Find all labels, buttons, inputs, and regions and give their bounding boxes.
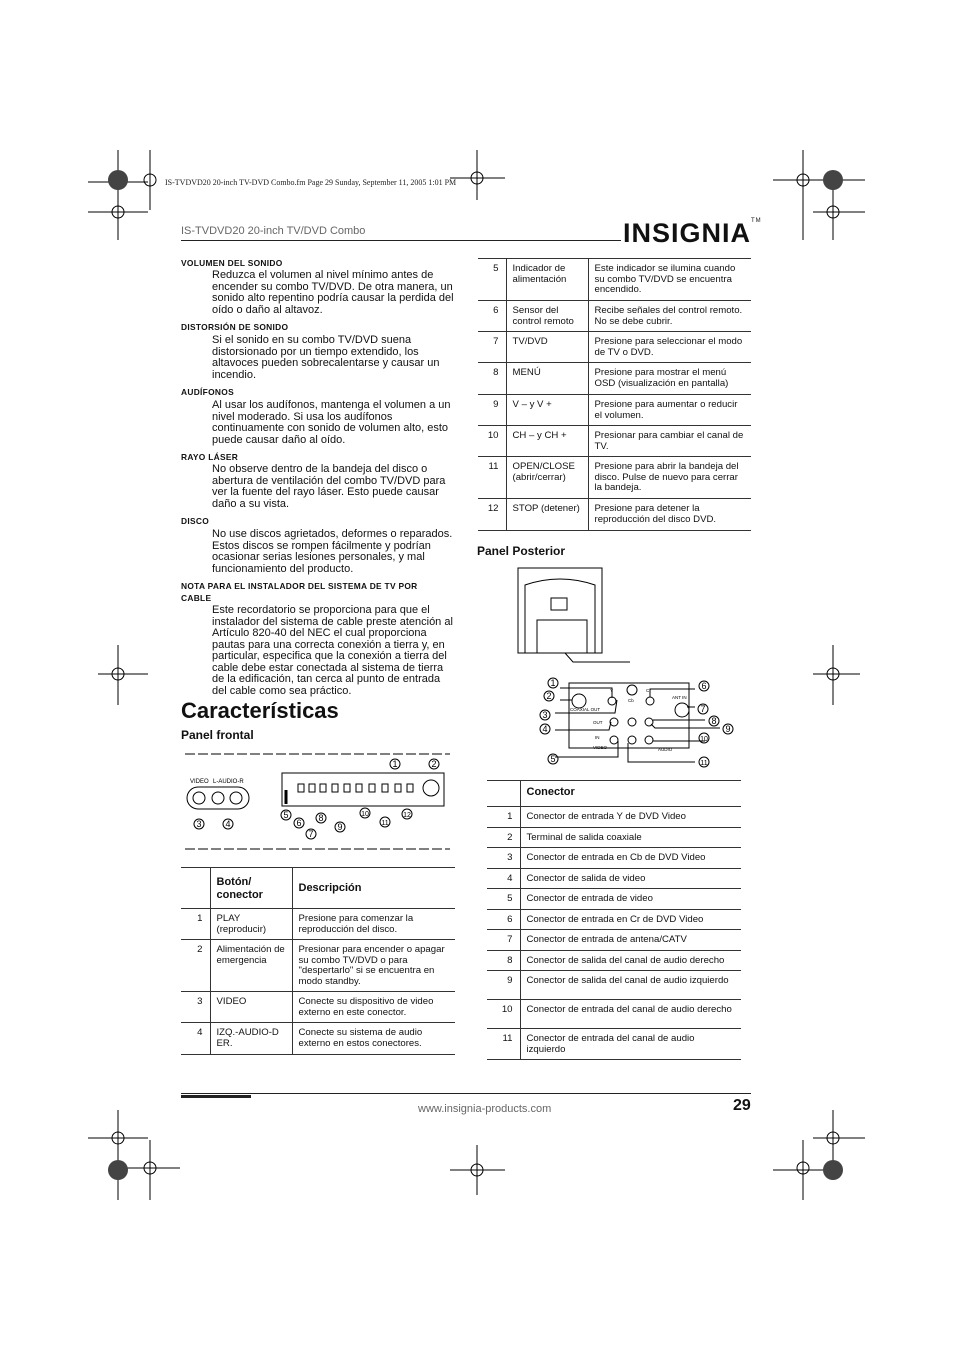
insignia-logo [623,218,762,249]
front-callout: 7 [308,829,314,839]
svg-text:3: 3 [542,710,548,720]
table-row: 11 OPEN/CLOSE (abrir/cerrar) Presione para abrir la bandeja del disco. Pulse de nuevo para cerrar la bandeja. [478,457,751,499]
svg-text:8: 8 [711,716,717,726]
svg-text:Cr: Cr [646,688,651,693]
table-row: 10 CH – y CH + Presionar para cambiar el canal de TV. [478,426,751,457]
table-row: 8 Conector de salida del canal de audio derecho [487,950,741,971]
features-title: Características [181,698,339,723]
front-panel-diagram [185,752,455,852]
section-heading: DISTORSIÓN DE SONIDO [181,322,289,332]
table-row: 4 IZQ.-AUDIO-D ER. Conecte su sistema de audio externo en estos conectores. [181,1023,455,1055]
table-row: 1 Conector de entrada Y de DVD Video [487,807,741,828]
section-body: Al usar los audífonos, mantenga el volumen a un nivel moderado. Si usa los audífonos continuamente con sonido de volumen alto, esto puede causar daño al oído. [212,399,451,446]
table-row: 6 Conector de entrada en Cr de DVD Video [487,909,741,930]
table-row: 3 VIDEO Conecte su dispositivo de video externo en este conector. [181,992,455,1023]
table-row: 10 Conector de entrada del canal de audio derecho [487,1000,741,1029]
front-callout: 3 [196,819,202,829]
table-row: 5 Conector de entrada de video [487,889,741,910]
svg-text:1: 1 [550,678,556,688]
page-number: 29 [733,1097,751,1114]
table-row: 9 V – y V + Presione para aumentar o reducir el volumen. [478,395,751,426]
section-body: Este recordatorio se proporciona para que el instalador del sistema de cable preste atención al Artículo 820-40 del NEC el cual proporciona pautas para una correcta conexión a tierra y, en particular, especifica que la conexión a tierra del cable debe estar conectada al sistema de tierra de la edificación, tan cerca al punto de entrada del cable como sea práctico. [212,604,453,697]
table-row: 1 PLAY (reproducir) Presione para comenzar la reproducción del disco. [181,909,455,940]
section-body: Reduzca el volumen al nivel mínimo antes de encender su combo TV/DVD. De otra manera, un sonido alto repentino podría causar la perdida del oído o daño al altavoz. [212,269,454,316]
front-callout: 5 [283,810,289,820]
svg-text:4: 4 [542,724,548,734]
front-panel-table [181,867,455,1055]
front-callout: 9 [337,822,343,832]
svg-text:VIDEO: VIDEO [593,745,608,750]
front-panel-table-cont [478,258,751,531]
front-video-label: VIDEO [190,779,209,785]
front-panel-title: Panel frontal [181,728,254,742]
section-heading: CABLE [181,593,212,603]
svg-text:Cb: Cb [628,698,634,703]
rear-panel-diagram [515,565,740,770]
table-header [181,868,210,909]
table-row: 4 Conector de salida de video [487,868,741,889]
svg-text:5: 5 [550,754,556,764]
svg-text:9: 9 [725,724,731,734]
rear-panel-title: Panel Posterior [477,544,566,558]
section-body: No use discos agrietados, deformes o reparados. Estos discos se rompen fácilmente y podrían ocasionar serias lesiones personales, y mal funcionamiento del producto. [212,528,453,575]
front-callout: 11 [381,820,389,827]
svg-text:7: 7 [700,704,706,714]
section-heading: VOLUMEN DEL SONIDO [181,258,283,268]
footer-rule-accent [181,1095,251,1098]
table-row: 7 TV/DVD Presione para seleccionar el modo de TV o DVD. [478,332,751,363]
table-row: 8 MENÚ Presione para mostrar el menú OSD (visualización en pantalla) [478,363,751,395]
doc-title: IS-TVDVD20 20-inch TV/DVD Combo [181,225,366,237]
front-callout: 2 [431,759,437,769]
section-heading: DISCO [181,516,210,526]
table-row: 11 Conector de entrada del canal de audio izquierdo [487,1029,741,1060]
svg-text:6: 6 [701,681,707,691]
table-row: 2 Terminal de salida coaxiale [487,827,741,848]
table-header: Botón/ conector [210,868,292,909]
table-row: 9 Conector de salida del canal de audio izquierdo [487,971,741,1000]
svg-text:11: 11 [700,760,708,767]
section-heading: NOTA PARA EL INSTALADOR DEL SISTEMA DE TV POR [181,581,418,591]
footer-url[interactable]: www.insignia-products.com [418,1103,552,1115]
table-header: Descripción [292,868,455,909]
front-callout: 10 [361,811,369,818]
table-row: 7 Conector de entrada de antena/CATV [487,930,741,951]
front-callouts [194,759,439,839]
printer-line: IS-TVDVD20 20-inch TV-DVD Combo.fm Page 29 Sunday, September 11, 2005 1:01 PM [165,178,457,187]
section-body: No observe dentro de la bandeja del disco o abertura de ventilación del combo TV/DVD para ver la fuente del rayo láser. Esto puede causar daño a su vista. [212,463,446,510]
table-row: 5 Indicador de alimentación Este indicador se ilumina cuando su combo TV/DVD se encuentra encendido. [478,259,751,301]
svg-text:COAXIAL OUT: COAXIAL OUT [570,707,601,712]
section-body: Si el sonido en su combo TV/DVD suena distorsionado por un tiempo extendido, los altavoces pueden sobrecalentarse y causar un incendio. [212,334,440,381]
svg-text:OUT: OUT [593,720,603,725]
svg-text:ANT IN: ANT IN [672,695,687,700]
front-callout: 4 [225,819,231,829]
table-row: 2 Alimentación de emergencia Presionar para encender o apagar su combo TV/DVD o para "despertarlo" si se encuentra en modo standby. [181,940,455,992]
table-row: 6 Sensor del control remoto Recibe señales del control remoto. No se debe cubrir. [478,301,751,332]
header-rule [181,240,621,241]
svg-text:10: 10 [700,736,708,743]
table-row: 3 Conector de entrada en Cb de DVD Video [487,848,741,869]
section-heading: AUDÍFONOS [181,387,234,397]
table-header: Conector [520,781,741,807]
svg-text:IN: IN [595,735,600,740]
section-heading: RAYO LÁSER [181,452,239,462]
table-row: 12 STOP (detener) Presione para detener la reproducción del disco DVD. [478,499,751,531]
front-callout: 6 [296,818,302,828]
rear-panel-table [487,780,741,1060]
logo-text: INSIGNIA [623,218,752,248]
logo-tm: TM [751,218,762,224]
svg-text:Y: Y [610,688,614,693]
svg-text:AUDIO: AUDIO [658,747,673,752]
front-callout: 12 [403,812,411,819]
front-callout: 8 [318,813,324,823]
footer-rule [181,1093,751,1094]
front-audio-label: L-AUDIO-R [213,779,244,785]
svg-text:2: 2 [546,691,552,701]
table-header [487,781,520,807]
front-callout: 1 [392,759,398,769]
